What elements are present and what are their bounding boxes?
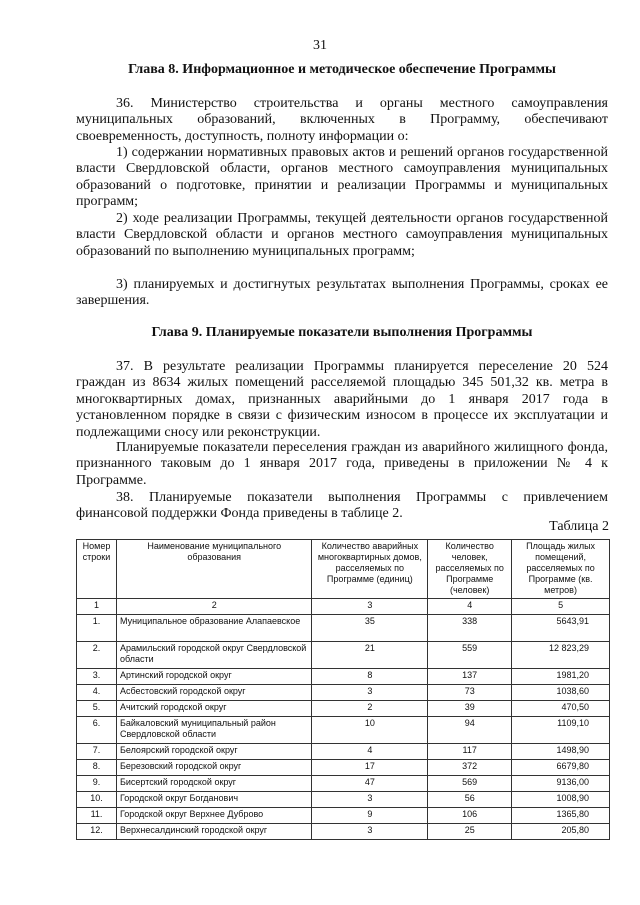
page-number: 31: [313, 38, 327, 53]
houses-count: 17: [312, 760, 428, 776]
people-count: 137: [428, 669, 512, 685]
municipality-name: Ачитский городской округ: [116, 701, 311, 717]
column-number-row: [77, 599, 610, 615]
municipality-name: Асбестовский городской округ: [116, 685, 311, 701]
municipality-name: Березовский городской округ: [116, 760, 311, 776]
header-houses: Количество аварийных многоквартирных домов, расселяемых по Программе (единиц): [312, 540, 428, 599]
houses-count: 4: [312, 744, 428, 760]
people-count: 372: [428, 760, 512, 776]
area-value: 205,80: [512, 824, 610, 840]
table-row: [77, 615, 610, 642]
houses-count: 3: [312, 685, 428, 701]
houses-count: 3: [312, 792, 428, 808]
municipality-name: Городской округ Богданович: [116, 792, 311, 808]
municipality-name: Городской округ Верхнее Дуброво: [116, 808, 311, 824]
column-number: 3: [312, 599, 428, 615]
houses-count: 9: [312, 808, 428, 824]
area-value: 1981,20: [512, 669, 610, 685]
table-row: [77, 717, 610, 744]
row-number: 1.: [77, 615, 117, 642]
row-number: 6.: [77, 717, 117, 744]
paragraph-36-item-2: 2) ходе реализации Программы, текущей деятельности органов государственной власти Свердловской области и органов местного самоуправления муниципальных образований по выполнению муниципальных программ;: [76, 211, 608, 259]
houses-count: 2: [312, 701, 428, 717]
municipality-name: Верхнесалдинский городской округ: [116, 824, 311, 840]
houses-count: 21: [312, 642, 428, 669]
header-row-number: Номер строки: [77, 540, 117, 599]
paragraph-36-item-3: 3) планируемых и достигнутых результатах выполнения Программы, сроках ее завершения.: [76, 277, 608, 309]
row-number: 9.: [77, 776, 117, 792]
area-value: 1038,60: [512, 685, 610, 701]
people-count: 338: [428, 615, 512, 642]
header-municipality: Наименование муниципального образования: [116, 540, 311, 599]
people-count: 106: [428, 808, 512, 824]
area-value: 1365,80: [512, 808, 610, 824]
houses-count: 35: [312, 615, 428, 642]
area-value: 5643,91: [512, 615, 610, 642]
municipality-name: Белоярский городской округ: [116, 744, 311, 760]
area-value: 1109,10: [512, 717, 610, 744]
paragraph-36: 36. Министерство строительства и органы местного самоуправления муниципальных образований, включенных в Программу, обеспечивают своевременность, доступность, полноту информации о:: [76, 96, 608, 144]
table-row: [77, 685, 610, 701]
municipality-name: Байкаловский муниципальный район Свердловской области: [116, 717, 311, 744]
area-value: 1008,90: [512, 792, 610, 808]
column-number: 2: [116, 599, 311, 615]
houses-count: 3: [312, 824, 428, 840]
table-row: [77, 642, 610, 669]
people-count: 56: [428, 792, 512, 808]
row-number: 7.: [77, 744, 117, 760]
paragraph-36-item-1: 1) содержании нормативных правовых актов и решений органов государственной власти Свердловской области, органов местного самоуправления муниципальных образований о подготовке, принятии и реализации Программы и муниципальных программ;: [76, 145, 608, 210]
table-row: [77, 792, 610, 808]
table-row: [77, 669, 610, 685]
table-caption: Таблица 2: [549, 519, 609, 534]
column-number: 5: [512, 599, 610, 615]
table-row: [77, 776, 610, 792]
paragraph-37: 37. В результате реализации Программы планируется переселение 20 524 граждан из 8634 жилых помещений расселяемой площадью 345 501,32 кв. метра в многоквартирных домах, признанных аварийными до 1 января 2017 года в установленном порядке в связи с физическим износом в процессе их эксплуатации и подлежащими сносу или реконструкции.: [76, 359, 608, 440]
table-row: [77, 701, 610, 717]
chapter-9-title: Глава 9. Планируемые показатели выполнения Программы: [151, 325, 533, 340]
people-count: 25: [428, 824, 512, 840]
table-row: [77, 744, 610, 760]
row-number: 10.: [77, 792, 117, 808]
header-area: Площадь жилых помещений, расселяемых по Программе (кв. метров): [512, 540, 610, 599]
area-value: 1498,90: [512, 744, 610, 760]
area-value: 470,50: [512, 701, 610, 717]
indicators-table: [76, 539, 610, 840]
municipality-name: Муниципальное образование Алапаевское: [116, 615, 311, 642]
table-header-row: [77, 540, 610, 599]
people-count: 73: [428, 685, 512, 701]
row-number: 2.: [77, 642, 117, 669]
row-number: 3.: [77, 669, 117, 685]
people-count: 569: [428, 776, 512, 792]
row-number: 8.: [77, 760, 117, 776]
column-number: 1: [77, 599, 117, 615]
table-row: [77, 760, 610, 776]
municipality-name: Арамильский городской округ Свердловской области: [116, 642, 311, 669]
table-row: [77, 808, 610, 824]
municipality-name: Бисертский городской округ: [116, 776, 311, 792]
chapter-8-title: Глава 8. Информационное и методическое обеспечение Программы: [128, 62, 556, 77]
header-people: Количество человек, расселяемых по Программе (человек): [428, 540, 512, 599]
houses-count: 10: [312, 717, 428, 744]
area-value: 6679,80: [512, 760, 610, 776]
table-row: [77, 824, 610, 840]
row-number: 5.: [77, 701, 117, 717]
paragraph-37-continued: Планируемые показатели переселения граждан из аварийного жилищного фонда, признанного таковым до 1 января 2017 года, приведены в приложении № 4 к Программе.: [76, 440, 608, 488]
houses-count: 47: [312, 776, 428, 792]
area-value: 12 823,29: [512, 642, 610, 669]
people-count: 117: [428, 744, 512, 760]
row-number: 11.: [77, 808, 117, 824]
paragraph-38: 38. Планируемые показатели выполнения Программы с привлечением финансовой поддержки Фонда приведены в таблице 2.: [76, 490, 608, 522]
people-count: 559: [428, 642, 512, 669]
municipality-name: Артинский городской округ: [116, 669, 311, 685]
area-value: 9136,00: [512, 776, 610, 792]
people-count: 94: [428, 717, 512, 744]
houses-count: 8: [312, 669, 428, 685]
row-number: 12.: [77, 824, 117, 840]
column-number: 4: [428, 599, 512, 615]
row-number: 4.: [77, 685, 117, 701]
people-count: 39: [428, 701, 512, 717]
